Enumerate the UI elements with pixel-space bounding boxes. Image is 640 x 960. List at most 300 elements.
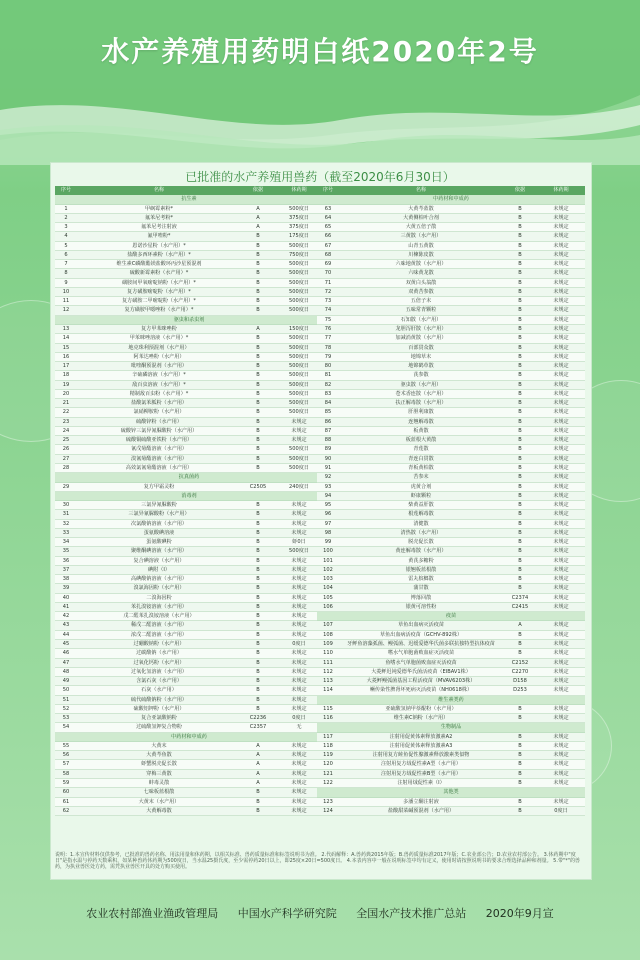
table-row xyxy=(317,260,585,269)
cell-no: 93 xyxy=(324,483,332,490)
cell-withdrawal: 未规定 xyxy=(553,548,569,555)
cell-withdrawal: 150度日 xyxy=(289,325,309,332)
table-row xyxy=(317,288,585,297)
cell-withdrawal: 未规定 xyxy=(553,752,569,759)
cell-withdrawal: 未规定 xyxy=(553,492,569,499)
cell-name: 蚌毒灵散 xyxy=(148,780,170,786)
table-row xyxy=(317,316,585,325)
cell-no: 124 xyxy=(323,807,333,814)
cell-no: 68 xyxy=(324,251,332,258)
cell-no: 74 xyxy=(324,307,332,314)
table-row xyxy=(55,325,323,334)
cell-name: 注射用绒促性素（Ⅰ） xyxy=(397,780,445,786)
cell-name: 大黄侧柏叶合剂 xyxy=(403,214,439,221)
cell-basis: C2357 xyxy=(249,724,267,731)
cell-name: 复合碘溶液（水产用） xyxy=(133,557,185,564)
table-row xyxy=(55,557,323,566)
cell-withdrawal: 未规定 xyxy=(291,650,307,657)
cell-no: 87 xyxy=(324,427,332,434)
cell-name: 过氧化钙粉（水产用） xyxy=(133,659,185,666)
cell-withdrawal: 500度日 xyxy=(289,279,309,286)
table-row xyxy=(55,649,323,658)
cell-basis: B xyxy=(256,279,260,286)
cell-basis: B xyxy=(256,566,260,573)
table-row xyxy=(55,723,323,732)
cell-basis: B xyxy=(256,548,260,555)
cell-no: 73 xyxy=(324,298,332,305)
drug-table-right xyxy=(317,186,585,816)
cell-withdrawal: 未规定 xyxy=(553,557,569,564)
cell-withdrawal: 未规定 xyxy=(291,789,307,796)
cell-basis: C2236 xyxy=(249,715,267,722)
cell-basis: B xyxy=(518,576,522,583)
cell-withdrawal: 未规定 xyxy=(553,261,569,268)
cell-basis: A xyxy=(518,622,522,629)
table-row xyxy=(317,742,585,751)
table-row xyxy=(55,260,323,269)
cell-name: 三氯异氰脲酸粉（水产用） xyxy=(128,511,190,518)
table-row xyxy=(317,649,585,658)
cell-name: 过碳酸钠（水产用） xyxy=(136,650,182,657)
cell-withdrawal: 240度日 xyxy=(289,483,309,490)
cell-name: 地锦草末 xyxy=(410,353,432,360)
table-row xyxy=(317,455,585,464)
cell-no: 106 xyxy=(323,603,333,610)
cell-basis: B xyxy=(256,678,260,685)
cell-no: 40 xyxy=(62,594,70,601)
table-row xyxy=(55,483,323,492)
cell-basis: B xyxy=(256,705,260,712)
table-row xyxy=(317,269,585,278)
cell-basis: B xyxy=(518,446,522,453)
cell-withdrawal: 未规定 xyxy=(553,242,569,249)
cell-no: 84 xyxy=(324,400,332,407)
table-row xyxy=(55,760,323,769)
cell-name: 青连白贯散 xyxy=(408,455,434,462)
cell-basis: B xyxy=(256,390,260,397)
cell-basis: B xyxy=(518,761,522,768)
cell-name: 甲砜霉素粉* xyxy=(144,205,174,212)
cell-name: 溴氯海因粉（水产用） xyxy=(133,585,185,592)
table-row xyxy=(317,353,585,362)
table-row xyxy=(55,621,323,630)
drug-table-left xyxy=(55,186,323,816)
cell-withdrawal: 未规定 xyxy=(291,742,307,749)
cell-basis: B xyxy=(518,270,522,277)
cell-basis: B xyxy=(256,288,260,295)
cell-name: 博落回散 xyxy=(410,594,432,601)
cell-no: 80 xyxy=(324,363,332,370)
cell-no: 67 xyxy=(324,242,332,249)
table-row xyxy=(317,547,585,556)
header-no: 序号 xyxy=(322,187,334,193)
table-row xyxy=(317,594,585,603)
table-row xyxy=(55,251,323,260)
table-row xyxy=(55,714,323,723)
cell-name: 大菱鲆鳗弧菌基因工程活疫苗（MVAV6203株） xyxy=(366,678,476,685)
cell-no: 31 xyxy=(62,511,70,518)
table-row xyxy=(55,455,323,464)
cell-basis: B xyxy=(256,344,260,351)
cell-no: 43 xyxy=(62,622,70,629)
cell-name: 三黄散（水产用） xyxy=(400,233,442,240)
table-row xyxy=(55,427,323,436)
cell-withdrawal: 未规定 xyxy=(291,678,307,685)
cell-no: 56 xyxy=(62,752,70,759)
table-row xyxy=(55,788,323,797)
cell-basis: B xyxy=(518,585,522,592)
cell-basis: B xyxy=(256,307,260,314)
table-row xyxy=(317,733,585,742)
cell-basis: B xyxy=(256,789,260,796)
cell-basis: B xyxy=(256,668,260,675)
cell-withdrawal: 未规定 xyxy=(553,483,569,490)
cell-withdrawal: 未规定 xyxy=(553,270,569,277)
table-row xyxy=(317,242,585,251)
table-row xyxy=(55,705,323,714)
cell-name: 注射用复方鲑鱼促性腺激素释放激素类似物 xyxy=(372,752,470,759)
cell-name: 次氯酸钠溶液（水产用） xyxy=(130,520,188,527)
cell-withdrawal: 未规定 xyxy=(291,511,307,518)
cell-withdrawal: 未规定 xyxy=(291,557,307,564)
table-row xyxy=(317,603,585,612)
table-header xyxy=(317,186,585,195)
cell-withdrawal: 500度日 xyxy=(289,446,309,453)
cell-basis: A xyxy=(256,770,260,777)
cell-no: 122 xyxy=(323,780,333,786)
cell-basis: B xyxy=(518,733,522,740)
cell-name: 银翘板蓝根散 xyxy=(405,566,437,573)
cell-basis: B xyxy=(518,502,522,509)
cell-basis: B xyxy=(518,631,522,638)
cell-no: 61 xyxy=(62,798,70,805)
cell-name: 青板黄柏散 xyxy=(408,464,434,471)
cell-name: 芪参散 xyxy=(413,372,429,379)
footer xyxy=(0,905,640,921)
cell-basis: B xyxy=(256,381,260,388)
table-row xyxy=(55,214,323,223)
cell-withdrawal: 未规定 xyxy=(553,372,569,379)
cell-withdrawal: 175度日 xyxy=(289,233,309,240)
cell-no: 86 xyxy=(324,418,332,425)
cell-withdrawal: 未规定 xyxy=(291,418,307,425)
cell-withdrawal: 未规定 xyxy=(553,576,569,583)
cell-withdrawal: 未规定 xyxy=(291,659,307,666)
cell-name: 穿梅三黄散 xyxy=(146,770,172,777)
cell-name: 盐酸甜菜碱预混剂（水产用） xyxy=(387,807,455,814)
cell-withdrawal: 未规定 xyxy=(291,603,307,610)
cell-withdrawal: 500度日 xyxy=(289,372,309,379)
cell-name: 川楝陈皮散 xyxy=(408,251,434,258)
cell-no: 102 xyxy=(323,566,333,573)
cell-name: 苍术香连散（水产用） xyxy=(395,390,447,397)
cell-no: 35 xyxy=(62,548,70,555)
table-row xyxy=(317,473,585,482)
cell-basis: B xyxy=(518,363,522,370)
cell-basis: B xyxy=(256,242,260,249)
cell-name: 草鱼出血病活疫苗（GCHV-892株） xyxy=(379,631,463,638)
cell-basis: B xyxy=(256,520,260,527)
cell-basis: A xyxy=(256,742,260,749)
cell-no: 123 xyxy=(323,798,333,805)
cell-basis: B xyxy=(518,566,522,573)
cell-basis: B xyxy=(256,270,260,277)
cell-no: 7 xyxy=(64,261,68,268)
table-row xyxy=(317,325,585,334)
cell-basis: B xyxy=(518,233,522,240)
table-row xyxy=(317,492,585,501)
cell-basis: B xyxy=(256,455,260,462)
cell-name: 驱虫散（水产用） xyxy=(400,381,442,388)
cell-basis: C2152 xyxy=(511,659,529,666)
cell-basis: B xyxy=(518,539,522,546)
table-row xyxy=(317,640,585,649)
cell-name: 地克珠利预混剂（水产用） xyxy=(128,344,190,351)
cell-withdrawal: 未规定 xyxy=(553,780,569,786)
cell-name: 苦参末 xyxy=(413,474,429,481)
cell-basis: B xyxy=(256,613,260,620)
cell-basis: B xyxy=(256,298,260,305)
table-row xyxy=(317,334,585,343)
cell-name: 鱼嗜水气单胞菌败血症灭活疫苗 xyxy=(385,659,457,666)
table-row xyxy=(55,390,323,399)
section-header: 生物制品 xyxy=(317,723,585,732)
header-basis: 依据 xyxy=(514,187,526,193)
cell-withdrawal: 未规定 xyxy=(291,798,307,805)
cell-name: 石知散（水产用） xyxy=(400,316,442,323)
cell-name: 苯扎溴铵溶液（水产用） xyxy=(130,603,188,610)
cell-basis: B xyxy=(518,205,522,212)
cell-basis: B xyxy=(256,409,260,416)
cell-no: 14 xyxy=(62,335,70,342)
table-row xyxy=(55,520,323,529)
table-row xyxy=(55,612,323,621)
table-row xyxy=(317,686,585,695)
cell-withdrawal: 未规定 xyxy=(291,631,307,638)
table-row xyxy=(317,279,585,288)
cell-no: 107 xyxy=(323,622,333,629)
cell-no: 44 xyxy=(62,631,70,638)
cell-name: 蛋氨酸碘溶液 xyxy=(143,529,175,536)
table-row xyxy=(317,621,585,630)
cell-name: 大菱鲆迟钝爱德华氏菌活疫苗（EIBAV1株） xyxy=(371,668,471,675)
table-row xyxy=(55,242,323,251)
cell-withdrawal: 未规定 xyxy=(553,585,569,592)
cell-name: 百部贯众散 xyxy=(408,344,434,351)
cell-basis: A xyxy=(256,761,260,768)
table-row xyxy=(317,807,585,816)
cell-withdrawal: 未规定 xyxy=(553,594,569,601)
cell-no: 116 xyxy=(323,715,333,722)
cell-withdrawal: 未规定 xyxy=(553,529,569,536)
cell-withdrawal: 375度日 xyxy=(289,214,309,221)
cell-name: 注射用复方绒促性素B型（水产用） xyxy=(381,770,461,777)
cell-no: 33 xyxy=(62,529,70,536)
cell-basis: B xyxy=(256,603,260,610)
cell-basis: B xyxy=(518,715,522,722)
cell-withdrawal: 未规定 xyxy=(553,659,569,666)
cell-withdrawal: 未规定 xyxy=(553,678,569,685)
cell-no: 63 xyxy=(324,205,332,212)
cell-withdrawal: 500度日 xyxy=(289,464,309,471)
cell-no: 10 xyxy=(62,288,70,295)
cell-basis: B xyxy=(518,650,522,657)
cell-no: 72 xyxy=(324,288,332,295)
cell-name: 高碘酸钠溶液（水产用） xyxy=(130,576,188,583)
cell-no: 110 xyxy=(323,650,333,657)
cell-no: 11 xyxy=(62,298,70,305)
cell-withdrawal: 750度日 xyxy=(289,251,309,258)
cell-withdrawal: 未规定 xyxy=(553,446,569,453)
cell-basis: B xyxy=(256,557,260,564)
cell-withdrawal: 未规定 xyxy=(553,520,569,527)
cell-withdrawal: 0度日 xyxy=(554,807,568,814)
cell-name: 复方磺胺嘧啶粉（水产用）* xyxy=(127,288,191,295)
cell-no: 23 xyxy=(62,418,70,425)
cell-name: 双黄白头翁散 xyxy=(405,279,437,286)
cell-no: 51 xyxy=(62,696,70,703)
cell-basis: B xyxy=(256,251,260,258)
cell-no: 53 xyxy=(62,715,70,722)
cell-name: 六味黄龙散 xyxy=(408,270,434,277)
cell-withdrawal: 未规定 xyxy=(291,529,307,536)
cell-name: 板蓝根大黄散 xyxy=(405,437,437,444)
cell-name: 大黄解毒散 xyxy=(146,807,172,814)
footer-org-2: 中国水产科学研究院 xyxy=(237,907,337,920)
footer-date: 2020年9月宣 xyxy=(485,907,554,920)
section-header: 中药材和中成药 xyxy=(317,195,585,204)
cell-no: 15 xyxy=(62,344,70,351)
cell-no: 65 xyxy=(324,224,332,231)
table-row xyxy=(317,779,585,788)
cell-basis: B xyxy=(518,641,522,648)
table-row xyxy=(55,807,323,816)
table-row xyxy=(317,538,585,547)
cell-no: 119 xyxy=(323,752,333,759)
cell-no: 57 xyxy=(62,761,70,768)
cell-withdrawal: 未规定 xyxy=(291,427,307,434)
table-row xyxy=(55,334,323,343)
cell-basis: B xyxy=(518,298,522,305)
table-row xyxy=(317,436,585,445)
cell-name: 磺胺间甲氧嘧啶钠粉（水产用）* xyxy=(122,279,196,286)
cell-name: 银黄可溶性粉 xyxy=(405,603,437,610)
table-row xyxy=(317,205,585,214)
cell-name: 连翘解毒散 xyxy=(408,418,434,425)
cell-name: 五倍子末 xyxy=(410,298,432,305)
cell-withdrawal: 未规定 xyxy=(553,502,569,509)
cell-no: 48 xyxy=(62,668,70,675)
cell-withdrawal: 未规定 xyxy=(291,594,307,601)
section-header: 中药材和中成药 xyxy=(55,733,323,742)
cell-name: 戊二醛苯扎溴铵溶液（水产用） xyxy=(123,613,195,620)
cell-name: 鳜传染性脾肾坏死病灭活疫苗（NH0618株） xyxy=(369,687,473,694)
cell-name: 嗜水气单胞菌败血症灭活疫苗 xyxy=(387,650,455,657)
cell-no: 70 xyxy=(324,270,332,277)
cell-withdrawal: 未规定 xyxy=(291,687,307,694)
cell-no: 2 xyxy=(64,214,68,221)
cell-basis: A xyxy=(256,205,260,212)
table-row xyxy=(55,529,323,538)
cell-no: 108 xyxy=(323,631,333,638)
cell-withdrawal: 500度日 xyxy=(289,381,309,388)
cell-name: 复方甲霜灵粉 xyxy=(143,483,175,490)
cell-withdrawal: 未规定 xyxy=(553,214,569,221)
cell-name: 二溴海因粉 xyxy=(146,594,172,601)
section-header: 维生素类药 xyxy=(317,696,585,705)
cell-name: 过硼酸钠粉（水产用） xyxy=(133,641,185,648)
cell-withdrawal: 未规定 xyxy=(553,335,569,342)
table-row xyxy=(55,445,323,454)
cell-no: 32 xyxy=(62,520,70,527)
cell-no: 5 xyxy=(64,242,68,249)
cell-no: 101 xyxy=(323,557,333,564)
cell-name: 山青五黄散 xyxy=(408,242,434,249)
cell-name: 黄连解毒散（水产用） xyxy=(395,548,447,555)
cell-basis: B xyxy=(518,780,522,786)
cell-no: 69 xyxy=(324,261,332,268)
cell-basis: B xyxy=(518,557,522,564)
cell-withdrawal: 未规定 xyxy=(553,279,569,286)
cell-basis: B xyxy=(256,622,260,629)
cell-no: 24 xyxy=(62,427,70,434)
cell-basis: B xyxy=(256,687,260,694)
cell-name: 高效氯氰菊酯溶液（水产用） xyxy=(125,464,193,471)
cell-name: 青莲散 xyxy=(413,446,429,453)
cell-basis: B xyxy=(256,529,260,536)
cell-basis: A xyxy=(256,780,260,786)
cell-name: 虎黄合剂 xyxy=(410,483,432,490)
cell-basis: B xyxy=(256,798,260,805)
cell-no: 79 xyxy=(324,353,332,360)
cell-name: 氟苯尼考注射液 xyxy=(141,224,177,231)
cell-withdrawal: 未规定 xyxy=(291,613,307,620)
cell-basis: A xyxy=(256,325,260,332)
cell-name: 氰戊菊酯溶液（水产用） xyxy=(130,446,188,453)
table-row xyxy=(317,408,585,417)
cell-no: 97 xyxy=(324,520,332,527)
cell-basis: B xyxy=(256,261,260,268)
cell-name: 七味板蓝根散 xyxy=(143,789,175,796)
cell-basis: B xyxy=(518,316,522,323)
cell-basis: B xyxy=(256,363,260,370)
cell-withdrawal: 未规定 xyxy=(291,807,307,814)
cell-withdrawal: 500度日 xyxy=(289,261,309,268)
cell-no: 55 xyxy=(62,742,70,749)
cell-withdrawal: 未规定 xyxy=(553,742,569,749)
cell-no: 30 xyxy=(62,502,70,509)
cell-name: 复方甲苯咪唑粉 xyxy=(141,325,177,332)
table-row xyxy=(317,584,585,593)
table-row xyxy=(55,575,323,584)
cell-basis: B xyxy=(518,251,522,258)
table-row xyxy=(55,640,323,649)
cell-name: 三氯异氰脲酸粉 xyxy=(141,502,177,509)
cell-withdrawal: 500度日 xyxy=(289,400,309,407)
header-withdrawal: 休药期 xyxy=(291,187,307,193)
cell-withdrawal: 未规定 xyxy=(291,622,307,629)
cell-no: 39 xyxy=(62,585,70,592)
cell-no: 47 xyxy=(62,659,70,666)
cell-withdrawal: 未规定 xyxy=(553,631,569,638)
header-basis: 依据 xyxy=(252,187,264,193)
cell-no: 21 xyxy=(62,400,70,407)
cell-name: 地锦鹤草散 xyxy=(408,363,434,370)
cell-no: 75 xyxy=(324,316,332,323)
cell-no: 76 xyxy=(324,325,332,332)
cell-withdrawal: 未规定 xyxy=(553,316,569,323)
cell-basis: B xyxy=(518,288,522,295)
